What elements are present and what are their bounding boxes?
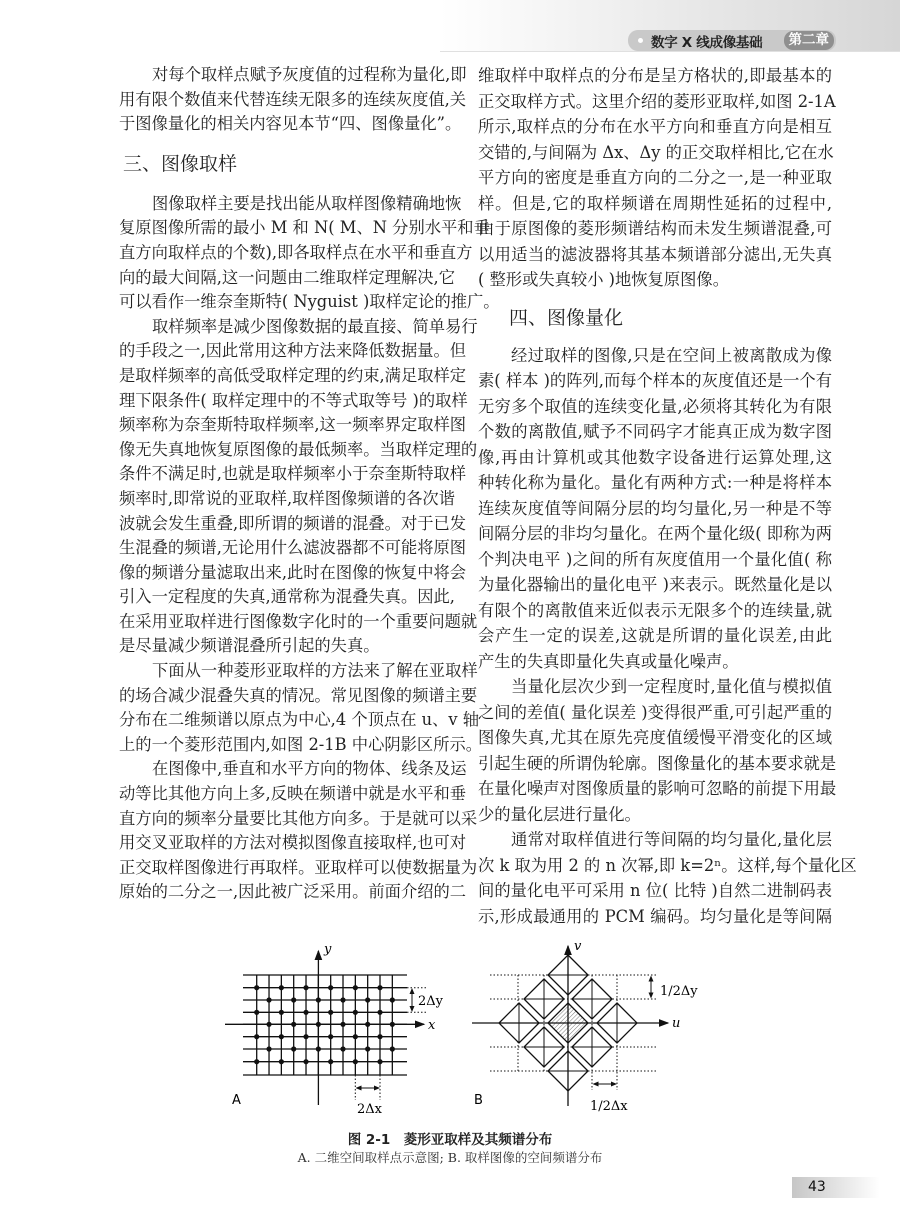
half-dx-label: 1/2Δx: [590, 1099, 628, 1114]
section-heading: 四、图像量化: [509, 306, 624, 329]
sample-point: [316, 1046, 321, 1051]
text-line: 有限个的离散值来近似表示无限多个的连续量,就: [478, 600, 832, 620]
sample-point: [390, 997, 395, 1002]
text-line: 经过取样的图像,只是在空间上被离散成为像: [511, 345, 832, 365]
text-line: 频率时,即常说的亚取样,取样图像频谱的各次谐: [119, 488, 455, 508]
sample-point: [254, 1034, 259, 1039]
sample-point: [328, 985, 333, 990]
text-line: 分布在二维频谱以原点为中心,4 个顶点在 u、v 轴: [119, 710, 480, 730]
paragraph: [478, 343, 832, 675]
figure-2-1: [220, 939, 698, 1120]
text-line: 样。但是,它的取样频谱在周期性延拓的过程中,: [478, 193, 832, 213]
running-header: [628, 30, 836, 51]
text-line: 引起生硬的所谓伪轮廓。图像量化的基本要求就是: [478, 753, 837, 773]
text-line: 原始的二分之一,因此被广泛采用。前面介绍的二: [119, 882, 467, 902]
paragraph: [478, 63, 836, 293]
text-line: 当量化层次少到一定程度时,量化值与模拟值: [511, 677, 832, 696]
text-line: 个数的离散值,赋予不同码字才能真正成为数字图: [478, 422, 832, 441]
sample-point: [353, 985, 358, 990]
text-line: 在量化噪声对图像质量的影响可忽略的前提下用最: [478, 779, 837, 798]
text-line: 复原图像所需的最小 M 和 N( M、N 分别水平和垂: [119, 218, 490, 238]
sample-point: [303, 1059, 308, 1064]
text-line: 对每个取样点赋予灰度值的过程称为量化,即: [152, 65, 467, 84]
text-line: 向的最大间隔,这一问题由二维取样定理解决,它: [119, 267, 455, 287]
sample-point: [377, 1010, 382, 1015]
sample-point: [328, 1059, 333, 1064]
sample-point: [353, 1034, 358, 1039]
text-line: 正交取样方式。这里介绍的菱形亚取样,如图 2-1A: [478, 91, 836, 111]
paragraph: [119, 63, 467, 137]
text-line: 正交取样图像进行再取样。亚取样可以使数据量为: [119, 857, 478, 877]
text-line: 图像失真,尤其在原先亮度值缓慢平滑变化的区域: [478, 728, 832, 747]
text-line: 上的一个菱形范围内,如图 2-1B 中心阴影区所示。: [119, 734, 483, 754]
sample-point: [279, 1059, 284, 1064]
text-line: 示,形成最通用的 PCM 编码。均匀量化是等间隔: [478, 906, 832, 926]
sample-point: [266, 1046, 271, 1051]
text-line: 由于原图像的菱形频谱结构而未发生频谱混叠,可: [478, 219, 832, 238]
panel-b-spectrum: [472, 946, 668, 1106]
sample-point: [365, 1046, 370, 1051]
text-line: 种转化称为量化。量化有两种方式:一种是将样本: [478, 473, 832, 492]
text-line: 动等比其他方向上多,反映在频谱中就是水平和垂: [119, 784, 467, 804]
header-divider: [440, 51, 900, 52]
page-number-box: [792, 1177, 880, 1198]
dy-label: 2Δy: [418, 994, 444, 1009]
sample-point: [316, 1022, 321, 1027]
text-line: 图像取样主要是找出能从取样图像精确地恢: [152, 193, 462, 213]
dx-label: 2Δx: [357, 1102, 382, 1117]
text-line: 所示,取样点的分布在水平方向和垂直方向是相互: [478, 117, 832, 136]
chapter-badge: 第二章: [784, 31, 835, 50]
sample-point: [340, 1022, 345, 1027]
text-line: 个判决电平 )之间的所有灰度值用一个量化值( 称: [478, 549, 832, 569]
sample-point: [353, 1010, 358, 1015]
sample-point: [303, 1010, 308, 1015]
text-line: 条件不满足时,也就是取样频率小于奈奎斯特取样: [119, 464, 467, 484]
book-title: 数字 X 线成像基础: [651, 34, 763, 51]
paragraph: [119, 757, 478, 905]
y-axis-label: y: [324, 942, 332, 957]
paragraph: [478, 674, 837, 827]
sample-point: [365, 1022, 370, 1027]
text-line: 通常对取样值进行等间隔的均匀量化,量化层: [511, 830, 832, 849]
sample-point: [266, 997, 271, 1002]
panel-b-label: B: [474, 1093, 483, 1108]
text-line: 是尽量减少频谱混叠所引起的失真。: [119, 636, 380, 656]
sample-point: [279, 985, 284, 990]
text-line: 直方向的频率分量要比其他方向多。于是就可以采: [119, 808, 478, 828]
text-line: 是取样频率的高低受取样定理的约束,满足取样定: [119, 365, 467, 385]
text-line: 次 k 取为用 2 的 n 次幂,即 k=2ⁿ。这样,每个量化区: [478, 855, 857, 875]
paragraph: [119, 659, 483, 757]
panel-a-sampling-grid: [225, 951, 428, 1105]
text-line: 无穷多个取值的连续变化量,必须将其转化为有限: [478, 396, 832, 416]
text-line: 生混叠的频谱,无论用什么滤波器都不可能将原图: [119, 538, 467, 558]
sample-point: [279, 1034, 284, 1039]
text-line: 维取样中取样点的分布是呈方格状的,即最基本的: [478, 66, 832, 85]
sample-point: [303, 1034, 308, 1039]
paragraph: [119, 192, 500, 315]
text-line: 会产生一定的误差,这就是所谓的量化误差,由此: [478, 626, 832, 645]
sample-point: [279, 1010, 284, 1015]
right-column: [478, 63, 857, 929]
text-line: 像,再由计算机或其他数字设备进行运算处理,这: [478, 447, 832, 467]
bullet-icon: [638, 38, 643, 43]
sample-point: [266, 1022, 271, 1027]
text-line: 下面从一种菱形亚取样的方法来了解在亚取样: [152, 661, 478, 681]
text-line: 引入一定程度的失真,通常称为混叠失真。因此,: [119, 587, 455, 607]
sample-point: [254, 1010, 259, 1015]
paragraph: [478, 827, 857, 929]
sample-point: [328, 1010, 333, 1015]
u-axis-label: u: [672, 1016, 681, 1031]
text-line: 间隔分层的非均匀量化。在两个量化级( 即称为两: [478, 524, 832, 543]
text-line: 交错的,与间隔为 Δx、Δy 的正交取样相比,它在水: [478, 142, 834, 162]
text-line: ( 整形或失真较小 )地恢复原图像。: [478, 270, 729, 289]
text-line: 为量化器输出的量化电平 )来表示。既然量化是以: [478, 575, 832, 594]
left-column: [119, 63, 500, 905]
text-line: 波就会发生重叠,即所谓的频谱的混叠。对于已发: [119, 513, 467, 533]
figure-caption-subtitle: A. 二维空间取样点示意图; B. 取样图像的空间频谱分布: [297, 1150, 603, 1165]
sample-point: [316, 997, 321, 1002]
text-line: 频率称为奈奎斯特取样频率,这一频率界定取样图: [119, 415, 467, 435]
sample-point: [254, 1059, 259, 1064]
sample-point: [365, 997, 370, 1002]
text-line: 可以看作一维奈奎斯特( Nyguist )取样定论的推广。: [119, 292, 500, 312]
sample-point: [340, 997, 345, 1002]
text-line: 直方向取样点的个数),即各取样点在水平和垂直方: [119, 242, 473, 262]
page-number: 43: [808, 1179, 826, 1195]
text-line: 平方向的密度是垂直方向的二分之一,是一种亚取: [478, 168, 832, 187]
v-axis-label: v: [574, 939, 582, 954]
text-line: 连续灰度值等间隔分层的均匀量化,另一种是不等: [478, 498, 832, 518]
text-line: 间的量化电平可采用 n 位( 比特 )自然二进制码表: [478, 881, 832, 900]
sample-point: [377, 1059, 382, 1064]
paragraph: [119, 315, 478, 659]
text-line: 少的量化层进行量化。: [478, 804, 641, 824]
sample-point: [377, 1034, 382, 1039]
figure-caption-title: 图 2-1 菱形亚取样及其频谱分布: [347, 1132, 553, 1148]
text-line: 的手段之一,因此常用这种方法来降低数据量。但: [119, 341, 467, 361]
text-line: 取样频率是减少图像数据的最直接、简单易行: [152, 316, 478, 336]
sample-point: [390, 1022, 395, 1027]
half-dy-label: 1/2Δy: [660, 984, 698, 999]
sample-point: [303, 985, 308, 990]
text-line: 理下限条件( 取样定理中的不等式取等号 )的取样: [119, 390, 468, 410]
text-line: 用交叉亚取样的方法对模拟图像直接取样,也可对: [119, 833, 467, 853]
text-line: 像无失真地恢复原图像的最低频率。当取样定理的: [119, 439, 478, 459]
text-line: 在图像中,垂直和水平方向的物体、线条及运: [152, 759, 467, 779]
text-line: 像的频谱分量滤取出来,此时在图像的恢复中将会: [119, 562, 467, 582]
text-line: 的场合减少混叠失真的情况。常见图像的频谱主要: [119, 685, 478, 705]
sample-point: [353, 1059, 358, 1064]
text-line: 于图像量化的相关内容见本节“四、图像量化”。: [119, 114, 462, 134]
text-line: 素( 样本 )的阵列,而每个样本的灰度值还是一个有: [478, 371, 832, 390]
sample-point: [254, 985, 259, 990]
sample-point: [291, 1046, 296, 1051]
sample-point: [390, 1046, 395, 1051]
sample-point: [340, 1046, 345, 1051]
sample-point: [291, 1022, 296, 1027]
text-line: 在采用亚取样进行图像数字化时的一个重要问题就: [119, 611, 478, 631]
sample-point: [291, 997, 296, 1002]
panel-a-label: A: [232, 1093, 241, 1108]
text-line: 之间的差值( 量化误差 )变得很严重,可引起严重的: [478, 702, 832, 722]
text-line: 用有限个数值来代替连续无限多的连续灰度值,关: [119, 89, 467, 109]
text-line: 以用适当的滤波器将其基本频谱部分滤出,无失真: [478, 244, 832, 264]
sample-point: [377, 985, 382, 990]
x-axis-label: x: [428, 1018, 436, 1033]
section-heading: 三、图像取样: [123, 152, 238, 175]
text-line: 产生的失真即量化失真或量化噪声。: [478, 651, 739, 671]
sample-point: [328, 1034, 333, 1039]
